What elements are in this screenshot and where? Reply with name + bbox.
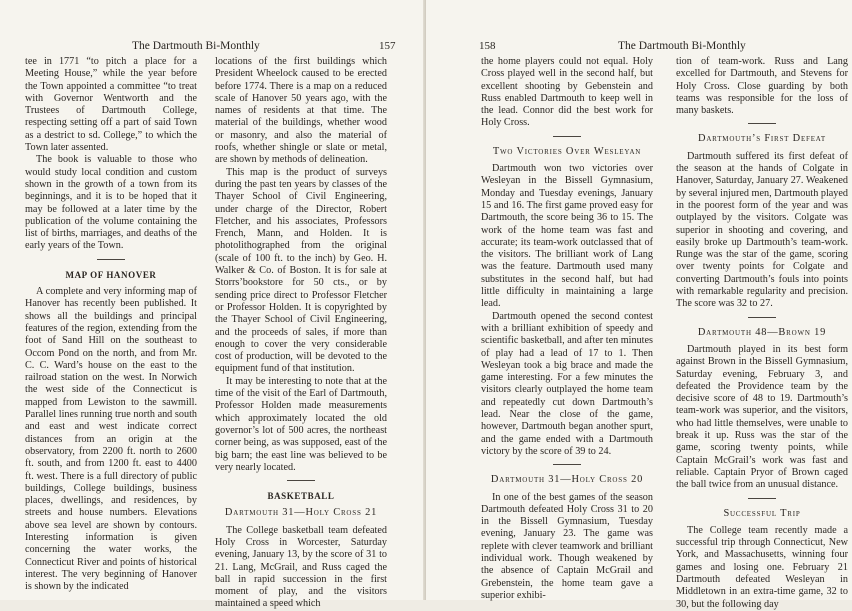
left-column-2 [215,56,387,611]
paragraph: Dartmouth suffered its first defeat of the season at the hands of Colgate in Hanover, Saturday, January 27. Weakened by several injured men, Dartmouth played in the poorest form of the year and was outplayed by the visitors. Colgate was superior in shooting and covering, and easily broke up Dartmouth’s team-work. Runge was the star of the game, scoring over twenty points for Colgate and converting Dartmouth’s fouls into points with remarkable regularity and precision. The score was 32 to 27. [676,150,849,310]
page-number: 158 [479,40,496,52]
paragraph: The book is valuable to those who would study local condition and custom shown in the growth of a town from its beginnings, and it is to be hoped that it may be followed at a later time by the publication of the volume containing the list of births, marriages, and deaths of the early years of the Town. [25,154,197,252]
section-heading: Dartmouth 31—Holy Cross 20 [490,474,644,486]
section-rule [553,464,581,465]
section-rule [287,480,315,481]
paragraph: It may be interesting to note that at the time of the visit of the Earl of Dartmouth, Professor Holden made measurements which approximately located the old governor’s lot of 500 acres, the northeast corner being, as was supposed, east of the big barn; the east line was believed to be very nearly located. [215,375,387,473]
right-page [426,0,852,610]
left-page [0,0,426,610]
section-heading: Dartmouth’s First Defeat [698,133,826,145]
right-column-1 [481,56,653,602]
paragraph: locations of the first buildings which President Wheelock caused to be erected before 1774. There is a map on a reduced scale of Hanover 50 years ago, with the names of residents at that time. The material of the buildings, whether wood or masonry, and also the material of roofs, whether shingle or slate or metal, are shown by methods of delineation. [215,56,387,166]
paragraph: Dartmouth opened the second contest with a brilliant exhibition of speedy and scientific basketball, and after ten minutes of play had a lead of 17 to 1. Then Wesleyan took a big brace and made the game interesting. For a few minutes the visitors clearly outplayed the home team and repeatedly cut down Dartmouth’s lead. Near the close of the game, however, Dartmouth began another spurt, and the game ended with a Dartmouth victory by the score of 39 to 24. [481,310,653,457]
section-rule [97,259,125,260]
paragraph: In one of the best games of the season Dartmouth defeated Holy Cross 31 to 20 in the Bissell Gymnasium, Tuesday evening, January 23. The game was replete with clever teamwork and brilliant individual work. Though weakened by the absence of Captain McGrail and Grebenstein, the home team gave a superior exhibi- [481,491,653,601]
section-heading: BASKETBALL [267,491,335,502]
right-column-2 [676,56,848,611]
section-subheading: Dartmouth 31—Holy Cross 21 [224,507,378,519]
section-rule [553,136,581,137]
section-rule [748,123,776,124]
section-rule [748,498,776,499]
section-rule [748,317,776,318]
section-heading: Dartmouth 48—Brown 19 [697,326,827,338]
section-heading: Two Victories Over Wesleyan [492,145,642,157]
section-heading: Successful Trip [723,507,801,519]
paragraph: This map is the product of surveys during the past ten years by classes of the Thayer School of Civil Engineering, under charge of the Director, Robert Fletcher, and his associates, Professors French, Mann, and Holden. It is photolithographed from the original (scale of 100 ft. to the inch) by Geo. H. Walker & Co. of Boston. It is for sale at Storrs’bookstore for 50 cts., or by sending price direct to Professor Fletcher or Professor Holden. It is copyrighted by the Thayer School of Civil Engineering, and the proceeds of sales, if more than enough to cover the very considerable cost of production, will be devoted to the equipment fund of that institution. [215,166,387,375]
paragraph: tion of team-work. Russ and Lang excelled for Dartmouth, and Stevens for Holy Cross. Close guarding by both teams was responsible for the loss of many baskets. [676,56,848,117]
paragraph: A complete and very informing map of Hanover has recently been published. It shows all the buildings and principal features of the region, extending from the foot of Sand Hill on the southeast to Occom Pond on the north, and from Mr. C. C. Ward’s house on the east to the railroad station on the west. In Norwich the west side of the Connecticut is mapped from Lewiston to the sawmill. Parallel lines running true north and south and east and west indicate correct distances from an origin at the observatory, from 2200 ft. north to 2600 ft. south, and from 1200 ft. east to 4400 ft. west. There is a full directory of public buildings, College buildings, business places, dwellings, and residences, by streets and house numbers. Elevations above sea level are shown by contours. Interesting information is given concerning the water works, the Connecticut River and points of historical interest. The very beginning of Hanover is shown by the indicated [25,286,197,593]
page-number: 157 [379,40,396,52]
paragraph: tee in 1771 “to pitch a place for a Meeting House,” while the year before the Town appointed a committee “to treat with Governor Wentworth and the Trustees of Dartmouth College, respecting setting off a part of said Town as a destrict to sd. College,” to which the Town later assented. [25,56,197,154]
running-title: The Dartmouth Bi-Monthly [618,40,746,52]
paragraph: The College team recently made a successful trip through Connecticut, New York, and Massachusetts, winning four games and losing one. February 21 Dartmouth defeated Wesleyan in Middletown in an extra-time game, 32 to 30, but the following day [676,524,848,610]
left-column-1 [25,56,197,593]
paragraph: The College basketball team defeated Holy Cross in Worcester, Saturday evening, January 13, by the score of 31 to 21. Lang, McGrail, and Russ caged the ball in rapid succession in the first moment of play, and the visitors maintained a speed which [215,524,387,610]
paragraph: the home players could not equal. Holy Cross played well in the second half, but excellent shooting by Gebenstein and Russ enabled Dartmouth to keep well in the lead. Connor did the best work for Holy Cross. [481,56,653,129]
section-heading: MAP OF HANOVER [65,269,157,280]
paragraph: Dartmouth played in its best form against Brown in the Bissell Gymnasium, Saturday evening, February 3, and defeated the Providence team by the decisive score of 48 to 19. Dartmouth’s team-work was superior, and the visitors, who had little themselves, were unable to break it up. Russ was the star of the game, scoring twenty points, while Captain McGrail’s work was fast and reliable. Captain Pryor of Brown caged the ball twice from an unusual distance. [676,343,848,491]
running-title: The Dartmouth Bi-Monthly [132,40,260,52]
paragraph: Dartmouth won two victories over Wesleyan in the Bissell Gymnasium, Monday and Tuesday evenings, January 15 and 16. The first game proved easy for Dartmouth, the score being 36 to 15. The work of the home team was fast and accurate; its team-work outclassed that of the visitors. The brilliant work of Lang was the feature. Dartmouth used many substitutes in the second half, but had little difficulty in maintaining a large lead. [481,163,653,310]
